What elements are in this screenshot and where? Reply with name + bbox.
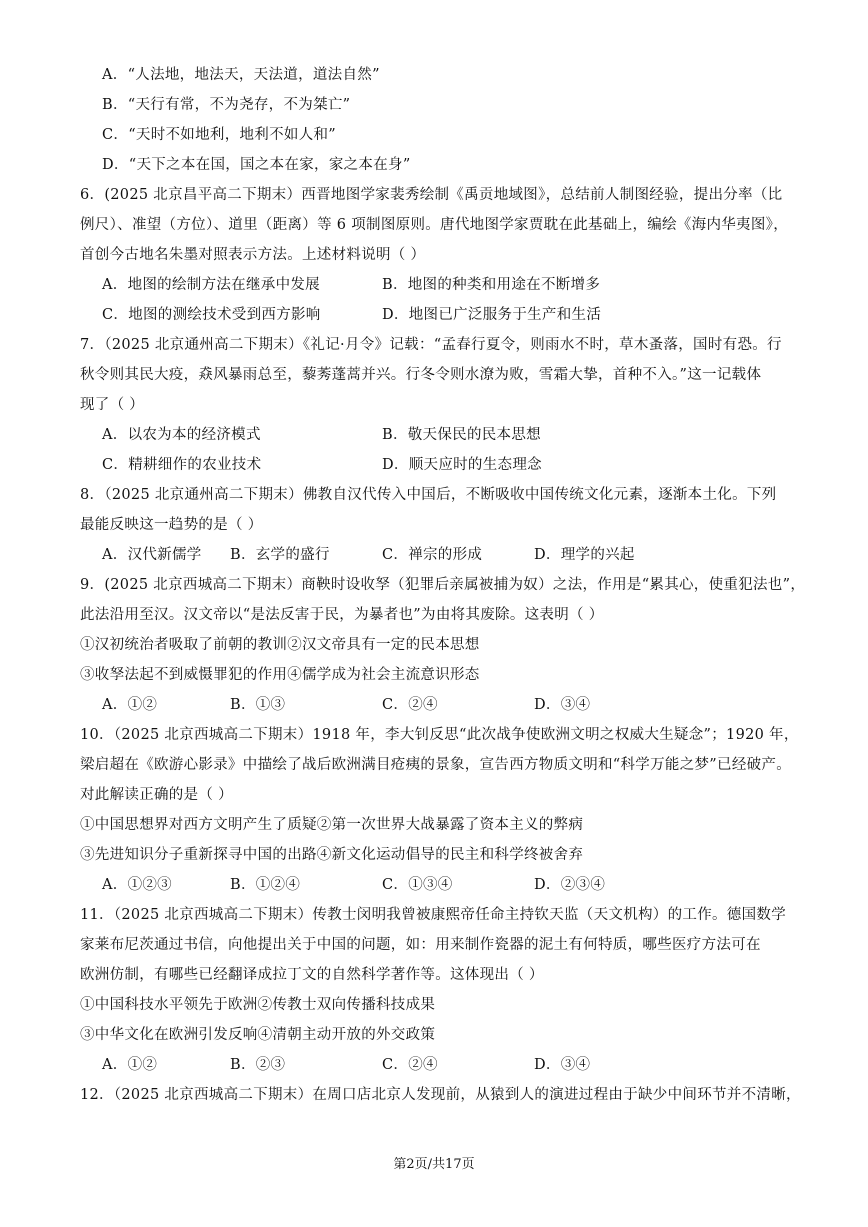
q10-option-b: B．①②④	[230, 877, 301, 893]
q11-option-b: B．②③	[230, 1057, 286, 1073]
q10-stem-line-1: 10．（2025 北京西城高二下期末）1918 年，李大钊反思“此次战争使欧洲文明之权威大生疑念”；1920 年，	[80, 727, 799, 743]
q9-option-b: B．①③	[230, 697, 286, 713]
q12-stem-line-1: 12．（2025 北京西城高二下期末）在周口店北京人发现前，从猿到人的演进过程由于缺少中间环节并不清晰，	[80, 1087, 801, 1103]
q10-option-a: A．①②③	[102, 877, 172, 893]
q5-option-b: B．“天行有常，不为尧存，不为桀亡”	[102, 97, 351, 113]
q9-stem-line-1: 9．(2025 北京西城高二下期末）商鞅时设收孥（犯罪后亲属被捕为奴）之法，作用是“累其心，使重犯法也”，	[80, 577, 806, 593]
q11-stem-line-2: 家莱布尼茨通过书信，向他提出关于中国的问题，如：用来制作瓷器的泥土有何特质，哪些医疗方法可在	[80, 937, 761, 953]
q6-option-c: C．地图的测绘技术受到西方影响	[102, 307, 321, 323]
q6-option-b: B．地图的种类和用途在不断增多	[382, 277, 601, 293]
q11-statement-line-1: ①中国科技水平领先于欧洲②传教士双向传播科技成果	[80, 997, 436, 1013]
q7-stem-line-2: 秋令则其民大疫，猋风暴雨总至，藜莠蓬蒿并兴。行冬令则水潦为败，雪霜大挚，首种不入。”这一记载体	[80, 367, 762, 383]
q11-statement-line-2: ③中华文化在欧洲引发反响④清朝主动开放的外交政策	[80, 1027, 436, 1043]
q6-stem-line-3: 首创今古地名朱墨对照表示方法。上述材料说明（ ）	[80, 247, 426, 263]
q8-option-c: C．禅宗的形成	[382, 547, 483, 563]
q8-option-b: B．玄学的盛行	[230, 547, 330, 563]
q11-stem-line-3: 欧洲仿制，有哪些已经翻译成拉丁文的自然科学著作等。这体现出（ ）	[80, 967, 544, 983]
q6-option-a: A．地图的绘制方法在继承中发展	[102, 277, 320, 293]
q11-stem-line-1: 11．（2025 北京西城高二下期末）传教士闵明我曾被康熙帝任命主持钦天监（天文机构）的工作。德国数学	[80, 907, 787, 923]
q9-stem-line-2: 此法沿用至汉。汉文帝以“是法反害于民，为暴者也”为由将其废除。这表明（ ）	[80, 607, 604, 623]
q9-statement-line-1: ①汉初统治者吸取了前朝的教训②汉文帝具有一定的民本思想	[80, 637, 480, 653]
q8-stem-line-2: 最能反映这一趋势的是（ ）	[80, 517, 263, 533]
q10-option-c: C．①③④	[382, 877, 453, 893]
q5-option-d: D．“天下之本在国，国之本在家，家之本在身”	[102, 157, 411, 173]
q7-option-c: C．精耕细作的农业技术	[102, 457, 262, 473]
q9-statement-line-2: ③收孥法起不到威慑罪犯的作用④儒学成为社会主流意识形态	[80, 667, 480, 683]
q7-option-d: D．顺天应时的生态理念	[382, 457, 542, 473]
q8-option-d: D．理学的兴起	[534, 547, 635, 563]
q9-option-c: C．②④	[382, 697, 438, 713]
q11-option-d: D．③④	[534, 1057, 591, 1073]
q9-option-a: A．①②	[102, 697, 158, 713]
q6-stem-line-1: 6．(2025 北京昌平高二下期末）西晋地图学家裴秀绘制《禹贡地域图》，总结前人制图经验，提出分率（比	[80, 187, 783, 203]
q5-option-a: A．“人法地，地法天，天法道，道法自然”	[102, 67, 380, 83]
q9-option-d: D．③④	[534, 697, 591, 713]
q8-option-a: A．汉代新儒学	[102, 547, 202, 563]
q7-stem-line-3: 现了（ ）	[80, 397, 145, 413]
q10-statement-line-2: ③先进知识分子重新探寻中国的出路④新文化运动倡导的民主和科学终被舍弃	[80, 847, 584, 863]
q11-option-a: A．①②	[102, 1057, 158, 1073]
q7-option-b: B．敬天保民的民本思想	[382, 427, 541, 443]
q10-statement-line-1: ①中国思想界对西方文明产生了质疑②第一次世界大战暴露了资本主义的弊病	[80, 817, 584, 833]
q6-stem-line-2: 例尺）、准望（方位）、道里（距离）等 6 项制图原则。唐代地图学家贾耽在此基础上，编绘《海内华夷图》，	[80, 217, 788, 233]
q10-option-d: D．②③④	[534, 877, 606, 893]
q11-option-c: C．②④	[382, 1057, 438, 1073]
q7-option-a: A．以农为本的经济模式	[102, 427, 261, 443]
q5-option-c: C．“天时不如地利，地利不如人和”	[102, 127, 337, 143]
q6-option-d: D．地图已广泛服务于生产和生活	[382, 307, 602, 323]
q8-stem-line-1: 8．（2025 北京通州高二下期末）佛教自汉代传入中国后，不断吸收中国传统文化元素，逐渐本土化。下列	[80, 487, 777, 503]
page-number-footer: 第2页/共17页	[393, 1157, 475, 1172]
q10-stem-line-3: 对此解读正确的是（ ）	[80, 787, 233, 803]
q7-stem-line-1: 7．（2025 北京通州高二下期末）《礼记·月令》记载：“孟春行夏令，则雨水不时，草木蚤落，国时有恐。行	[80, 337, 782, 353]
q10-stem-line-2: 梁启超在《欧游心影录》中描绘了战后欧洲满目疮痍的景象，宣告西方物质文明和“科学万能之梦”已经破产。	[80, 757, 792, 773]
